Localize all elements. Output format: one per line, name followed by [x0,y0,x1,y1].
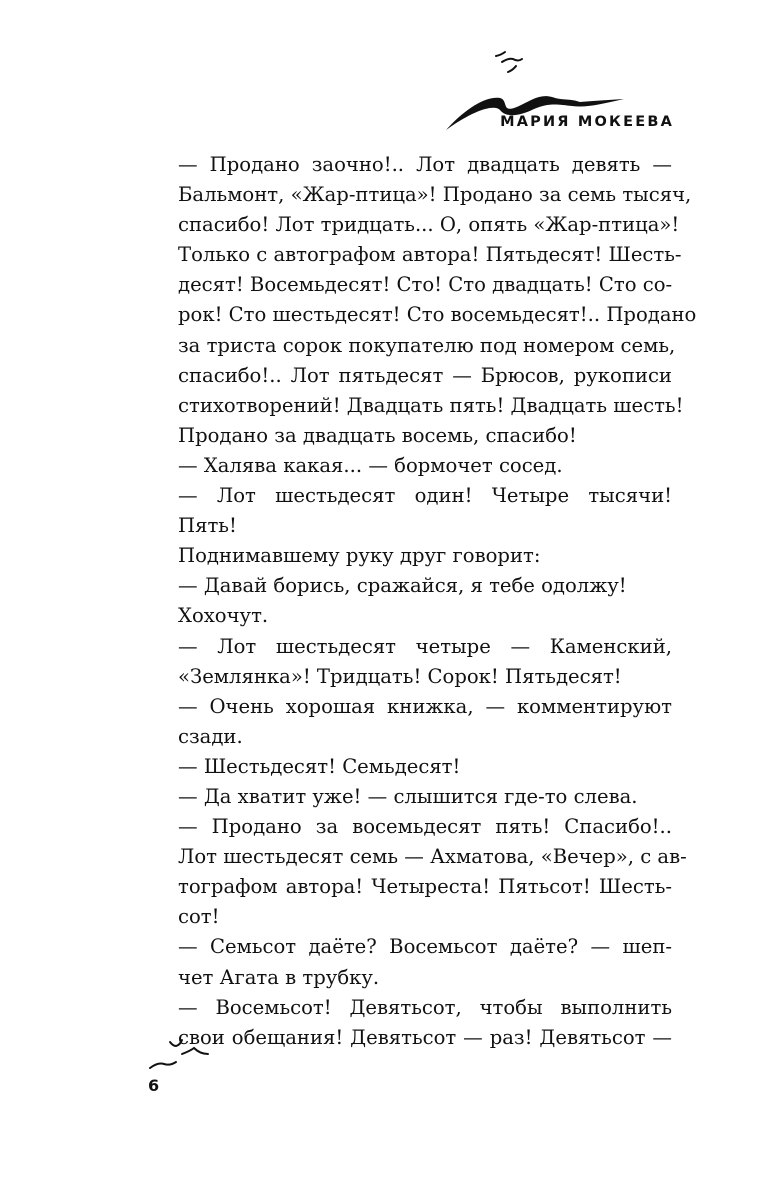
paragraph [148,541,672,571]
text-line: — Давай борись, сражайся, я тебе одолжу! [178,574,627,598]
text-line: Поднимавшему руку друг говорит: [178,544,541,568]
text-line: — Очень хорошая книжка, — комментируют [178,694,672,718]
text-line: спасибо! Лот тридцать... О, опять «Жар-птица»! [178,213,680,237]
text-line: — Семьсот даёте? Восемьсот даёте? — шеп- [178,935,672,959]
paragraph [148,150,697,451]
text-line: Бальмонт, «Жар-птица»! Продано за семь тысяч, [178,183,692,207]
paragraph [148,632,672,692]
paragraph [148,451,672,481]
text-line: — Да хватит уже! — слышится где-то слева. [178,784,638,808]
text-line: за триста сорок покупателю под номером семь, [178,333,676,357]
text-line: Пять! [178,514,237,538]
page-number: 6 [148,1076,160,1095]
text-line: Хохочут. [178,604,269,628]
text-line: Продано за двадцать восемь, спасибо! [178,423,577,447]
paragraph [148,571,672,601]
text-line: — Продано за восемьдесят пять! Спасибо!.. [178,815,672,839]
text-line: десят! Восемьдесят! Сто! Сто двадцать! Сто со- [178,273,673,297]
birds-icon [140,1036,212,1078]
text-line: сот! [178,905,220,929]
running-head-author: МАРИЯ МОКЕЕВА [500,114,674,130]
text-line: — Лот шестьдесят один! Четыре тысячи! [178,484,672,508]
paragraph [148,993,672,1053]
text-line: стихотворений! Двадцать пять! Двадцать шесть! [178,393,684,417]
text-line: рок! Сто шестьдесят! Сто восемьдесят!.. Продано [178,303,697,327]
paragraph [148,692,672,752]
body-text [148,150,697,1053]
text-line: «Землянка»! Тридцать! Сорок! Пятьдесят! [178,664,622,688]
text-line: — Шестьдесят! Семьдесят! [178,754,461,778]
text-line: — Продано заочно!.. Лот двадцать девять — [178,153,672,176]
text-line: — Лот шестьдесят четыре — Каменский, [178,634,672,658]
text-line: сзади. [178,724,243,748]
paragraph [148,601,672,631]
text-line: — Восемьсот! Девятьсот, чтобы выполнить [178,995,672,1019]
text-line: Лот шестьдесят семь — Ахматова, «Вечер», с ав- [178,845,687,869]
text-line: чет Агата в трубку. [178,965,380,989]
paragraph [148,782,672,812]
text-line: свои обещания! Девятьсот — раз! Девятьсот — [178,1025,672,1049]
paragraph [148,481,672,541]
paragraph [148,812,687,932]
text-line: спасибо!.. Лот пятьдесят — Брюсов, рукописи [178,363,672,387]
text-line: — Халява какая... — бормочет сосед. [178,453,563,477]
paragraph [148,752,672,782]
text-line: Только с автографом автора! Пятьдесят! Шесть- [178,243,682,267]
text-line: тографом автора! Четыреста! Пятьсот! Шесть- [178,875,672,899]
paragraph [148,932,672,992]
